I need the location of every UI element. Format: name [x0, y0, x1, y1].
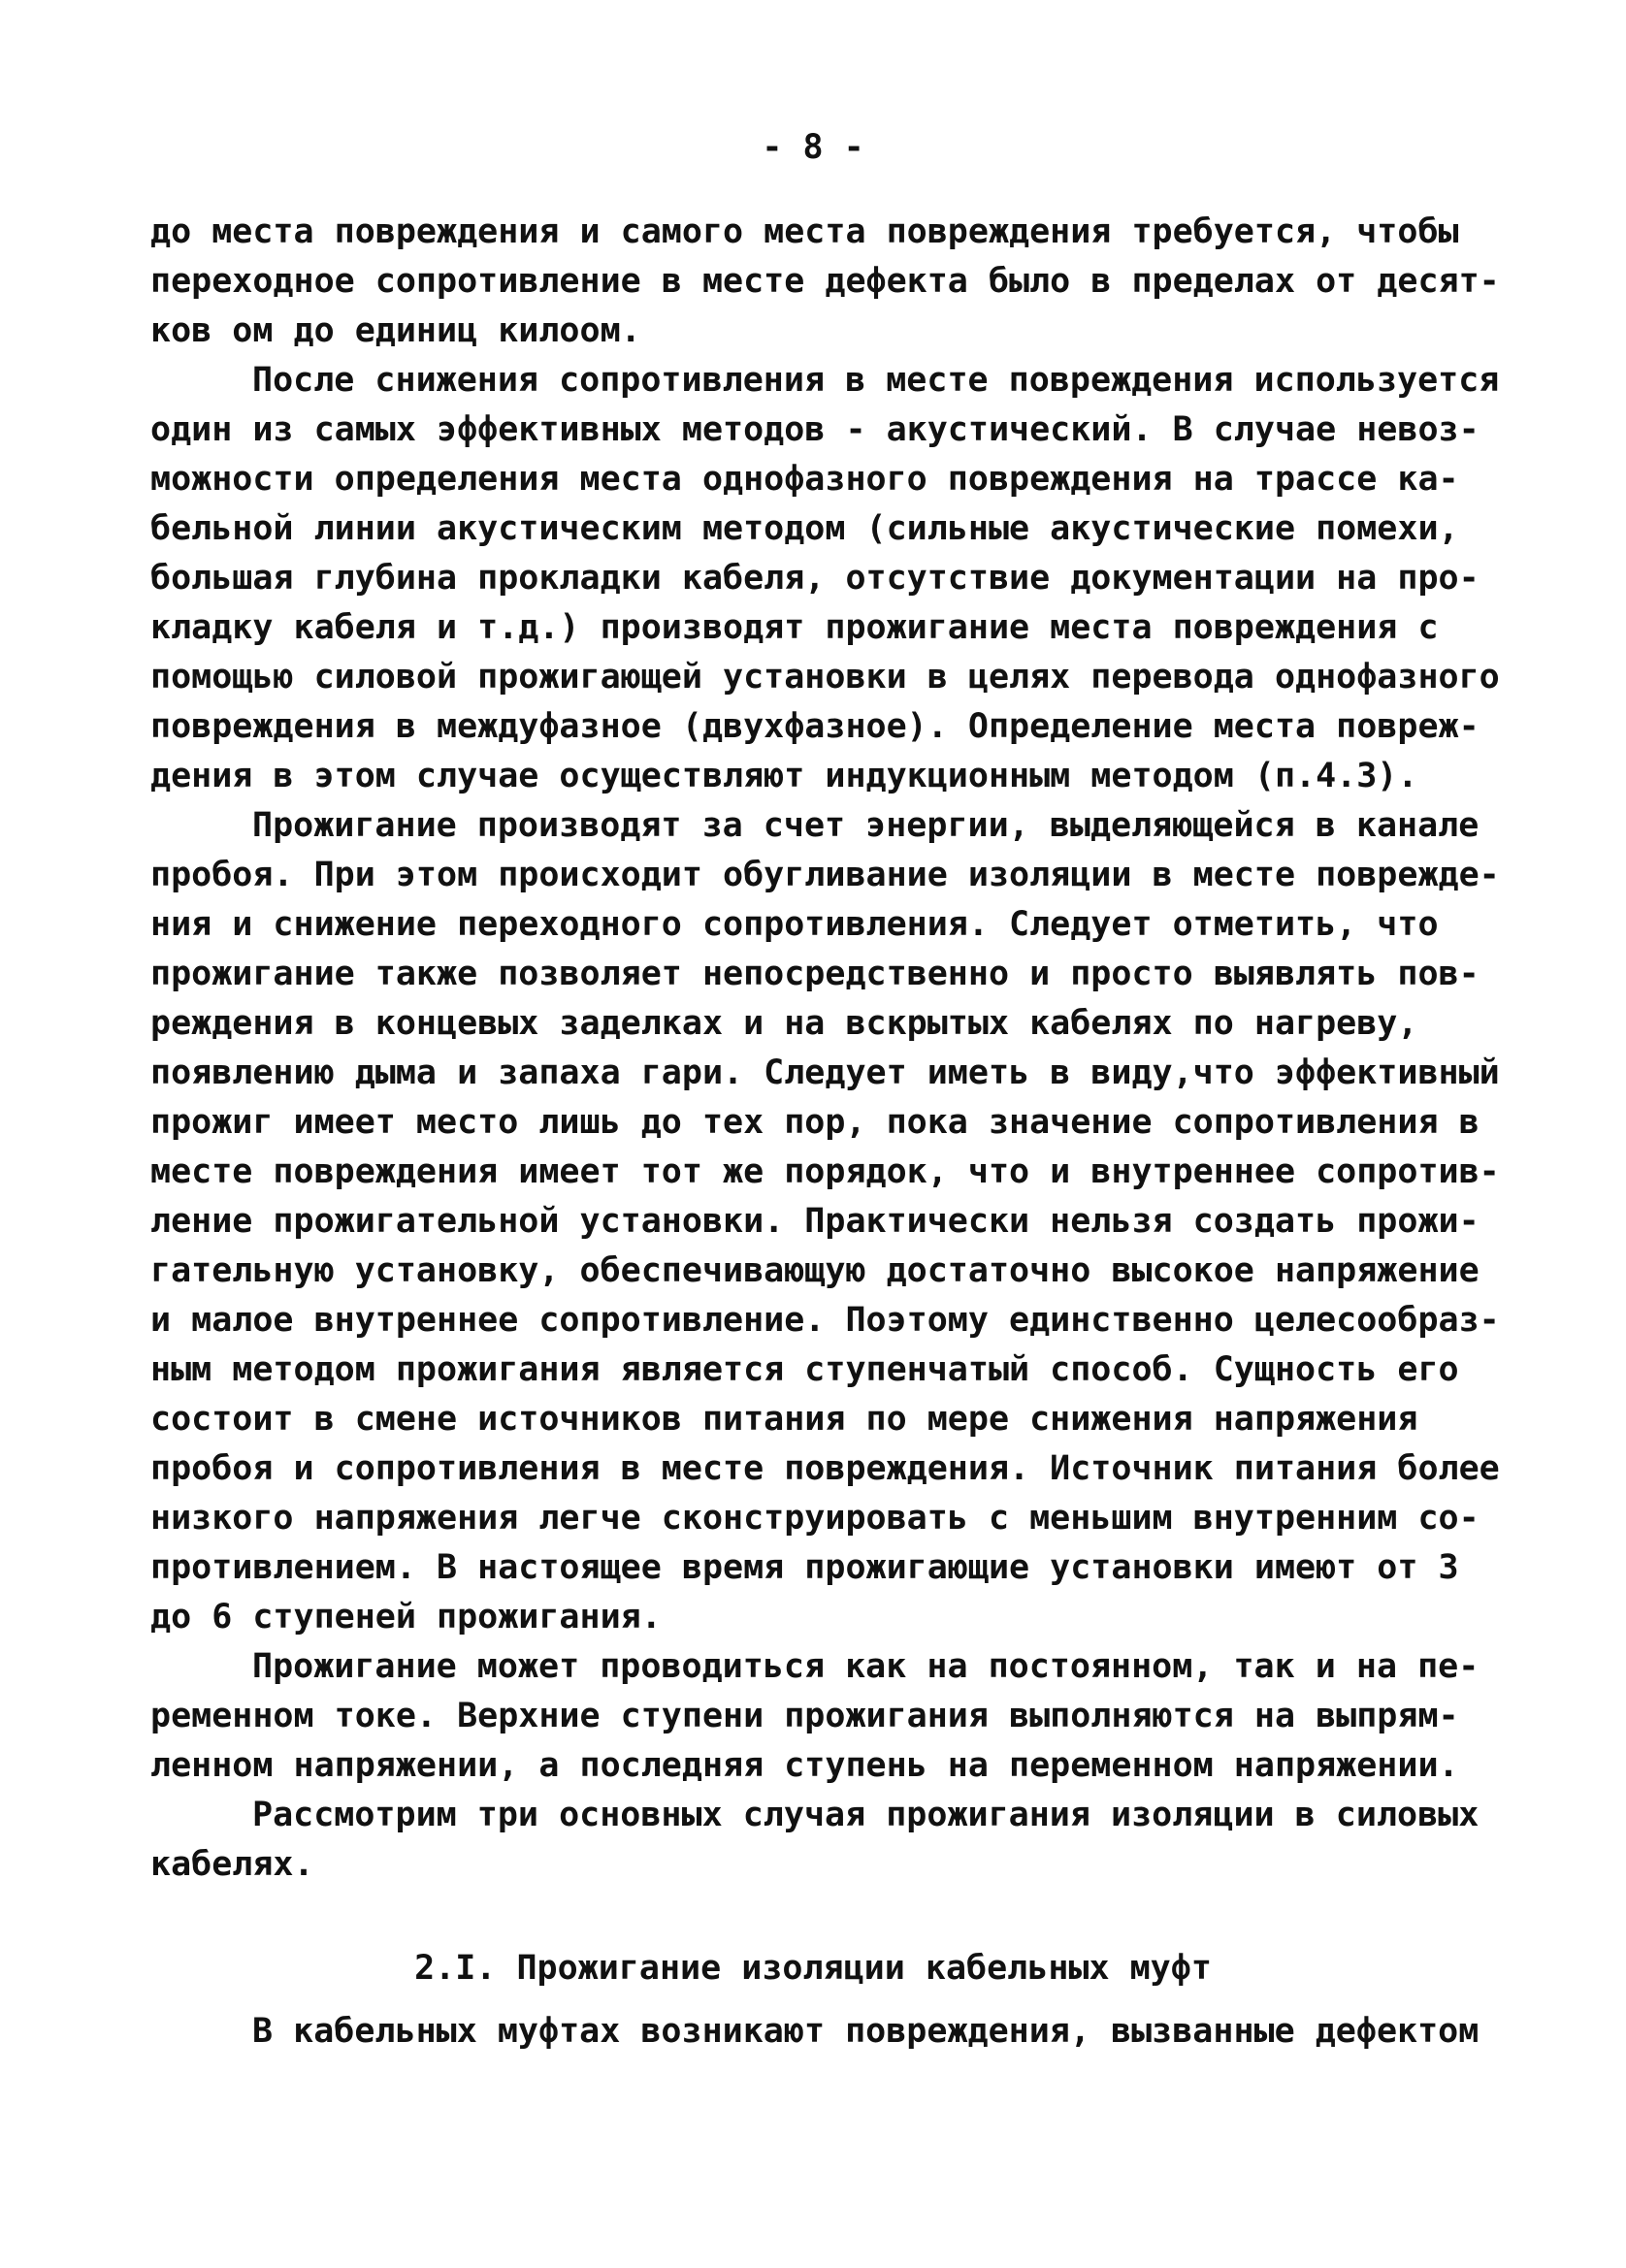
text-line: гательную установку, обеспечивающую достаточно высокое напряжение	[150, 1251, 1480, 1290]
text-line: ленном напряжении, а последняя ступень на переменном напряжении.	[150, 1746, 1459, 1785]
text-line: до 6 ступеней прожигания.	[150, 1598, 662, 1636]
text-line: кладку кабеля и т.д.) производят прожигание места повреждения с	[150, 608, 1439, 647]
paragraph-first-line: Прожигание может проводиться как на постоянном, так и на пе-	[252, 1647, 1480, 1686]
text-line: реждения в концевых заделках и на вскрытых кабелях по нагреву,	[150, 1004, 1418, 1043]
paragraph-first-line: В кабельных муфтах возникают повреждения, вызванные дефектом	[252, 2012, 1480, 2051]
text-line: можности определения места однофазного повреждения на трассе ка-	[150, 460, 1459, 499]
text-line: прожиг имеет место лишь до тех пор, пока значение сопротивления в	[150, 1103, 1480, 1142]
text-line: месте повреждения имеет тот же порядок, что и внутреннее сопротив-	[150, 1152, 1500, 1191]
text-line: дения в этом случае осуществляют индукционным методом (п.4.3).	[150, 757, 1418, 795]
paragraph-first-line: Рассмотрим три основных случая прожигания изоляции в силовых	[252, 1796, 1480, 1834]
section-heading: 2.I. Прожигание изоляции кабельных муфт	[414, 1949, 1212, 1988]
text-line: пробоя. При этом происходит обугливание изоляции в месте поврежде-	[150, 856, 1500, 894]
text-line: переходное сопротивление в месте дефекта было в пределах от десят-	[150, 262, 1500, 301]
text-line: состоит в смене источников питания по мере снижения напряжения	[150, 1400, 1418, 1439]
text-line: появлению дыма и запаха гари. Следует иметь в виду,что эффективный	[150, 1053, 1500, 1092]
text-line: прожигание также позволяет непосредственно и просто выявлять пов-	[150, 955, 1480, 993]
text-line: помощью силовой прожигающей установки в целях перевода однофазного	[150, 658, 1500, 697]
paragraph-first-line: После снижения сопротивления в месте повреждения используется	[252, 361, 1500, 400]
paragraph-first-line: Прожигание производят за счет энергии, выделяющейся в канале	[252, 806, 1480, 845]
text-line: низкого напряжения легче сконструировать с меньшим внутренним со-	[150, 1499, 1480, 1538]
text-line: большая глубина прокладки кабеля, отсутствие документации на про-	[150, 559, 1480, 598]
text-line: повреждения в междуфазное (двухфазное). Определение места повреж-	[150, 707, 1480, 746]
text-line: ния и снижение переходного сопротивления. Следует отметить, что	[150, 905, 1439, 944]
text-line: противлением. В настоящее время прожигающие установки имеют от 3	[150, 1548, 1459, 1587]
text-line: ление прожигательной установки. Практически нельзя создать прожи-	[150, 1202, 1480, 1241]
text-line: ков ом до единиц килоом.	[150, 311, 641, 350]
text-line: пробоя и сопротивления в месте повреждения. Источник питания более	[150, 1449, 1500, 1488]
text-line: ным методом прожигания является ступенчатый способ. Сущность его	[150, 1350, 1459, 1389]
text-line: один из самых эффективных методов - акустический. В случае невоз-	[150, 410, 1480, 449]
text-line: до места повреждения и самого места повреждения требуется, чтобы	[150, 212, 1459, 251]
text-line: и малое внутреннее сопротивление. Поэтому единственно целесообраз-	[150, 1301, 1500, 1340]
text-line: бельной линии акустическим методом (сильные акустические помехи,	[150, 509, 1459, 548]
text-line: ременном токе. Верхние ступени прожигания выполняются на выпрям-	[150, 1697, 1459, 1735]
page-number: - 8 -	[762, 128, 864, 167]
text-line: кабелях.	[150, 1845, 314, 1884]
